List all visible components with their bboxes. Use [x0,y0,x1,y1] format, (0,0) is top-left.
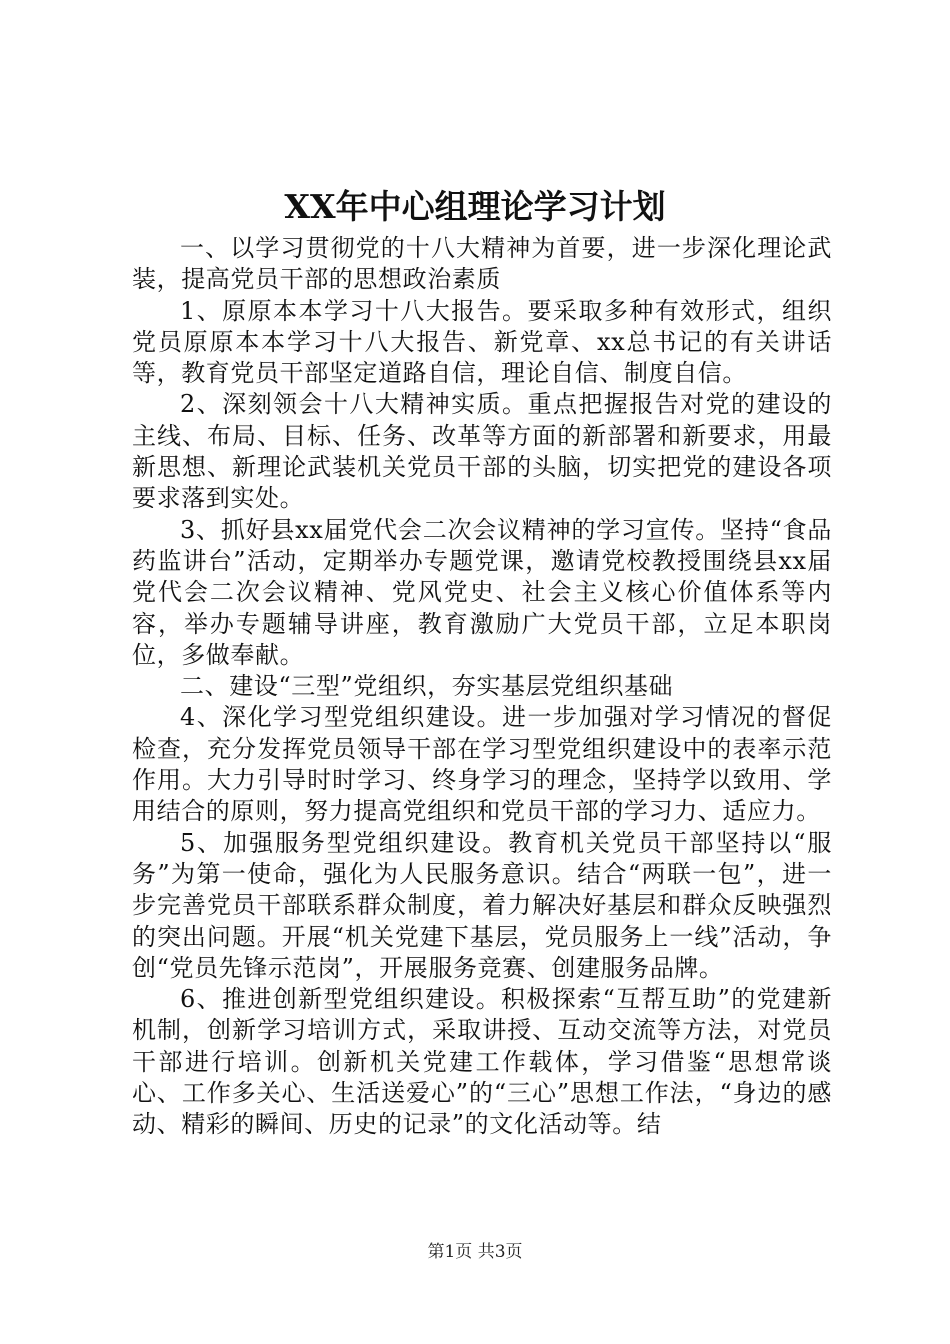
paragraph-item-2: 2、深刻领会十八大精神实质。重点把握报告对党的建设的主线、布局、目标、任务、改革等方面的新部署和新要求，用最新思想、新理论武装机关党员干部的头脑，切实把党的建设各项要求落到实处。 [132,390,832,513]
page-footer: 第1页 共3页 [427,1242,523,1262]
section-heading-2: 二、建设“三型”党组织，夯实基层党组织基础 [180,672,674,701]
document-title: XX年中心组理论学习计划 [284,187,666,226]
paragraph-item-6: 6、推进创新型党组织建设。积极探索“互帮互助”的党建新机制，创新学习培训方式，采取讲授、互动交流等方法，对党员干部进行培训。创新机关党建工作载体，学习借鉴“思想常谈心、工作多关心、生活送爱心”的“三心”思想工作法，“身边的感动、精彩的瞬间、历史的记录”的文化活动等。结 [132,985,832,1139]
paragraph-item-3: 3、抓好县xx届党代会二次会议精神的学习宣传。坚持“食品药监讲台”活动，定期举办专题党课，邀请党校教授围绕县xx届党代会二次会议精神、党风党史、社会主义核心价值体系等内容，举办专题辅导讲座，教育激励广大党员干部，立足本职岗位，多做奉献。 [132,515,832,669]
paragraph-item-5: 5、加强服务型党组织建设。教育机关党员干部坚持以“服务”为第一使命，强化为人民服务意识。结合“两联一包”，进一步完善党员干部联系群众制度，着力解决好基层和群众反映强烈的突出问题。开展“机关党建下基层，党员服务上一线”活动，争创“党员先锋示范岗”，开展服务竞赛、创建服务品牌。 [132,828,832,982]
section-heading-1: 一、以学习贯彻党的十八大精神为首要，进一步深化理论武装，提高党员干部的思想政治素质 [132,234,832,294]
document-body [132,233,832,1141]
paragraph-item-1: 1、原原本本学习十八大报告。要采取多种有效形式，组织党员原原本本学习十八大报告、新党章、xx总书记的有关讲话等，教育党员干部坚定道路自信，理论自信、制度自信。 [132,296,832,388]
paragraph-item-4: 4、深化学习型党组织建设。进一步加强对学习情况的督促检查，充分发挥党员领导干部在学习型党组织建设中的表率示范作用。大力引导时时学习、终身学习的理念，坚持学以致用、学用结合的原则，努力提高党组织和党员干部的学习力、适应力。 [132,703,832,826]
